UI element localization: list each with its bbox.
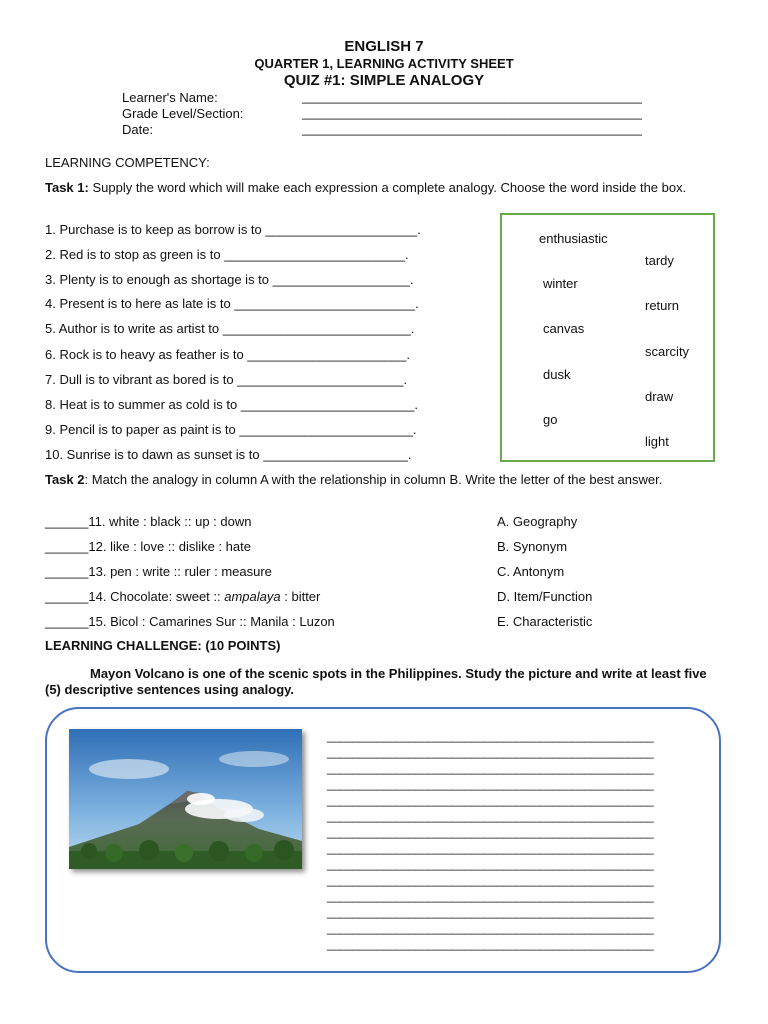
task2-text: : Match the analogy in column A with the relationship in column B. Write the letter of the best answer.	[84, 472, 663, 487]
analogy-text: : bitter	[280, 589, 321, 604]
task1-instructions	[45, 180, 725, 196]
volcano-illustration	[69, 729, 302, 869]
grade-section-label: Grade Level/Section:	[122, 106, 244, 121]
task2-instructions	[45, 472, 725, 488]
learning-challenge-heading: LEARNING CHALLENGE: (10 POINTS)	[45, 638, 281, 653]
task1-item[interactable]: 6. Rock is to heavy as feather is to ______________________.	[45, 347, 410, 362]
task2-choice: D. Item/Function	[497, 589, 593, 604]
task1-item[interactable]: 2. Red is to stop as green is to _________________________.	[45, 247, 409, 262]
task1-item[interactable]: 5. Author is to write as artist to __________________________.	[45, 321, 415, 336]
quiz-title: QUIZ #1: SIMPLE ANALOGY	[283, 72, 485, 89]
writing-line[interactable]: ____________________________________________________	[327, 921, 654, 935]
learner-name-blank[interactable]: _______________________________________________	[302, 89, 642, 104]
task1-item[interactable]: 1. Purchase is to keep as borrow is to _____________________.	[45, 222, 421, 237]
writing-line[interactable]: ____________________________________________________	[327, 841, 654, 855]
task2-item[interactable]	[45, 589, 320, 604]
task1-item[interactable]: 10. Sunrise is to dawn as sunset is to ____________________.	[45, 447, 412, 462]
task2-item[interactable]	[45, 539, 251, 554]
task2-label: Task 2	[45, 472, 85, 487]
writing-line[interactable]: ____________________________________________________	[327, 937, 654, 951]
challenge-instructions: Mayon Volcano is one of the scenic spots in the Philippines. Study the picture and write at least five (5) descriptive sentences using analogy.	[45, 666, 707, 697]
task1-item[interactable]: 4. Present is to here as late is to _________________________.	[45, 296, 419, 311]
writing-line[interactable]: ____________________________________________________	[327, 809, 654, 823]
writing-line[interactable]: ____________________________________________________	[327, 745, 654, 759]
answer-blank[interactable]: ______	[45, 564, 89, 579]
worksheet-subtitle: QUARTER 1, LEARNING ACTIVITY SHEET	[254, 56, 514, 71]
task2-item[interactable]	[45, 614, 335, 629]
task2-choice: E. Characteristic	[497, 614, 593, 629]
analogy-text: 15. Bicol : Camarines Sur :: Manila : Luzon	[88, 614, 335, 629]
task1-item[interactable]: 9. Pencil is to paper as paint is to ________________________.	[45, 422, 417, 437]
writing-line[interactable]: ____________________________________________________	[327, 825, 654, 839]
writing-line[interactable]: ____________________________________________________	[327, 889, 654, 903]
word-box	[500, 213, 715, 462]
word-box-word: light	[645, 434, 669, 449]
writing-line[interactable]: ____________________________________________________	[327, 761, 654, 775]
writing-line[interactable]: ____________________________________________________	[327, 857, 654, 871]
worksheet-subject: ENGLISH 7	[344, 38, 424, 55]
writing-line[interactable]: ____________________________________________________	[327, 729, 654, 743]
answer-blank[interactable]: ______	[45, 614, 89, 629]
task1-label: Task 1:	[45, 180, 89, 195]
word-box-word: return	[645, 298, 679, 313]
task2-choice: C. Antonym	[497, 564, 565, 579]
analogy-text: 12. like : love :: dislike : hate	[88, 539, 251, 554]
date-label: Date:	[122, 122, 154, 137]
analogy-text: 11. white : black :: up : down	[88, 514, 252, 529]
analogy-text: 14. Chocolate: sweet ::	[88, 589, 225, 604]
answer-blank[interactable]: ______	[45, 589, 89, 604]
word-box-word: go	[543, 412, 558, 427]
task1-item[interactable]: 8. Heat is to summer as cold is to ________________________.	[45, 397, 418, 412]
learner-name-label: Learner's Name:	[122, 90, 218, 105]
word-box-word: winter	[543, 276, 578, 291]
word-box-word: draw	[645, 389, 674, 404]
writing-line[interactable]: ____________________________________________________	[327, 873, 654, 887]
task2-choice: B. Synonym	[497, 539, 568, 554]
task1-item[interactable]: 7. Dull is to vibrant as bored is to _______________________.	[45, 372, 408, 387]
word-box-word: canvas	[543, 321, 585, 336]
grade-section-blank[interactable]: _______________________________________________	[302, 105, 642, 120]
word-box-word: enthusiastic	[539, 231, 608, 246]
task2-item[interactable]	[45, 514, 251, 529]
writing-line[interactable]: ____________________________________________________	[327, 905, 654, 919]
writing-line[interactable]: ____________________________________________________	[327, 777, 654, 791]
writing-line[interactable]: ____________________________________________________	[327, 793, 654, 807]
analogy-italic-word: ampalaya	[224, 589, 281, 604]
task1-item[interactable]: 3. Plenty is to enough as shortage is to ___________________.	[45, 272, 414, 287]
task2-choice: A. Geography	[497, 514, 578, 529]
answer-blank[interactable]: ______	[45, 514, 89, 529]
task2-item[interactable]	[45, 564, 272, 579]
word-box-word: dusk	[543, 367, 571, 382]
learning-competency-heading: LEARNING COMPETENCY:	[45, 155, 210, 170]
date-blank[interactable]: _______________________________________________	[302, 121, 642, 136]
analogy-text: 13. pen : write :: ruler : measure	[88, 564, 272, 579]
word-box-word: tardy	[645, 253, 674, 268]
answer-blank[interactable]: ______	[45, 539, 89, 554]
mayon-volcano-photo	[69, 729, 302, 869]
task1-text: Supply the word which will make each expression a complete analogy. Choose the word inside the box.	[88, 180, 687, 195]
word-box-word: scarcity	[645, 344, 690, 359]
